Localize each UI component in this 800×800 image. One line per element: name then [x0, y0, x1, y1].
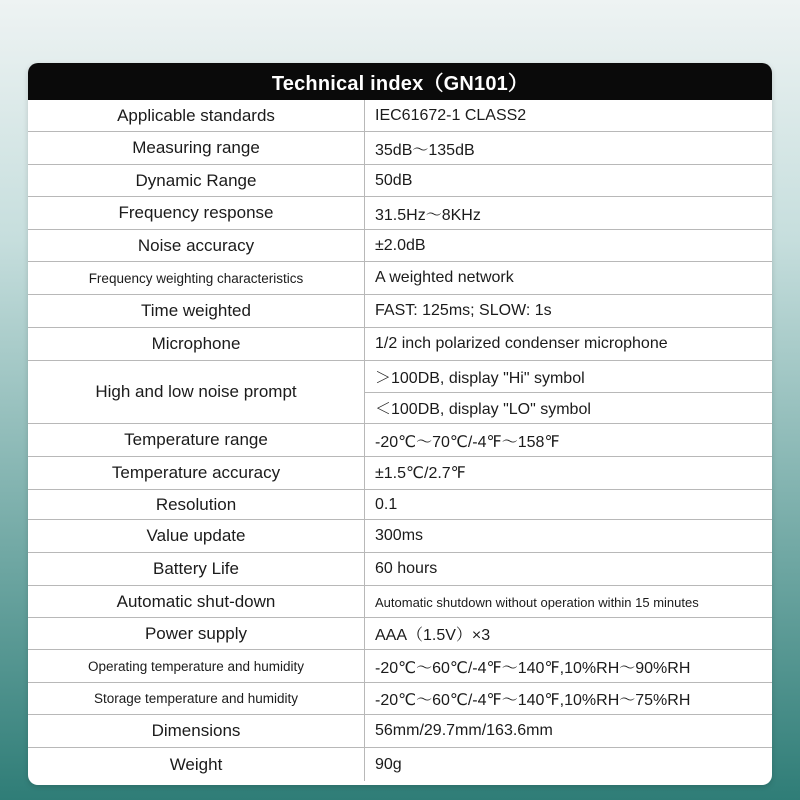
row-label: High and low noise prompt — [28, 361, 365, 423]
row-label: Temperature accuracy — [28, 457, 365, 489]
row-value: -20℃～70℃/-4℉～158℉ — [375, 433, 560, 451]
row-label: Frequency response — [28, 197, 365, 229]
row-label: Dimensions — [28, 715, 365, 747]
row-label: Value update — [28, 520, 365, 552]
table-row — [28, 165, 772, 197]
table-row — [28, 748, 772, 781]
spec-table — [28, 100, 772, 781]
row-value: 56mm/29.7mm/163.6mm — [375, 722, 553, 739]
table-row — [28, 230, 772, 262]
row-value: ±2.0dB — [375, 236, 426, 254]
row-value: 90g — [375, 755, 402, 773]
row-label: Storage temperature and humidity — [28, 683, 365, 714]
row-label: Time weighted — [28, 295, 365, 327]
row-label: Applicable standards — [28, 100, 365, 131]
row-label: Temperature range — [28, 424, 365, 456]
row-value: 300ms — [375, 527, 424, 544]
row-value: 0.1 — [375, 495, 398, 513]
table-row — [28, 197, 772, 230]
row-value: 1/2 inch polarized condenser microphone — [375, 335, 668, 352]
row-value: ＜100DB, display "LO" symbol — [365, 392, 772, 424]
row-value: FAST: 125ms; SLOW: 1s — [375, 302, 552, 319]
row-value: 35dB～135dB — [375, 141, 475, 159]
row-label: Power supply — [28, 618, 365, 649]
table-row — [28, 618, 772, 650]
row-value: AAA（1.5V）×3 — [375, 627, 491, 644]
row-label: Automatic shut-down — [28, 586, 365, 617]
table-row — [28, 490, 772, 520]
table-row — [28, 100, 772, 132]
row-value: ±1.5℃/2.7℉ — [375, 465, 466, 482]
row-label: Dynamic Range — [28, 165, 365, 196]
table-row — [28, 715, 772, 748]
table-row — [28, 132, 772, 165]
row-value: A weighted network — [375, 269, 514, 286]
row-value: 50dB — [375, 171, 413, 189]
row-label: Weight — [28, 748, 365, 781]
table-row — [28, 457, 772, 490]
row-label: Measuring range — [28, 132, 365, 164]
table-row — [28, 553, 772, 586]
row-label: Microphone — [28, 328, 365, 360]
spec-card — [28, 63, 772, 785]
row-label: Frequency weighting characteristics — [28, 262, 365, 294]
row-label: Battery Life — [28, 553, 365, 585]
table-row — [28, 328, 772, 361]
row-value: -20℃～60℃/-4℉～140℉,10%RH～90%RH — [375, 659, 691, 677]
table-row — [28, 520, 772, 553]
table-row — [28, 424, 772, 457]
row-label: Resolution — [28, 490, 365, 519]
table-title: Technical index（GN101） — [28, 63, 772, 100]
row-value: 31.5Hz～8KHz — [375, 206, 481, 224]
table-row — [28, 295, 772, 328]
row-value: ＞100DB, display "Hi" symbol — [375, 369, 585, 387]
row-label: Operating temperature and humidity — [28, 650, 365, 682]
table-row — [28, 683, 772, 715]
row-value: 60 hours — [375, 560, 438, 577]
row-value: IEC61672-1 CLASS2 — [375, 106, 527, 124]
row-value: Automatic shutdown without operation within 15 minutes — [375, 594, 699, 610]
table-row — [28, 650, 772, 683]
row-value: -20℃～60℃/-4℉～140℉,10%RH～75%RH — [375, 692, 691, 709]
row-label: Noise accuracy — [28, 230, 365, 261]
table-row — [28, 262, 772, 295]
table-row — [28, 586, 772, 618]
table-row — [28, 361, 772, 424]
